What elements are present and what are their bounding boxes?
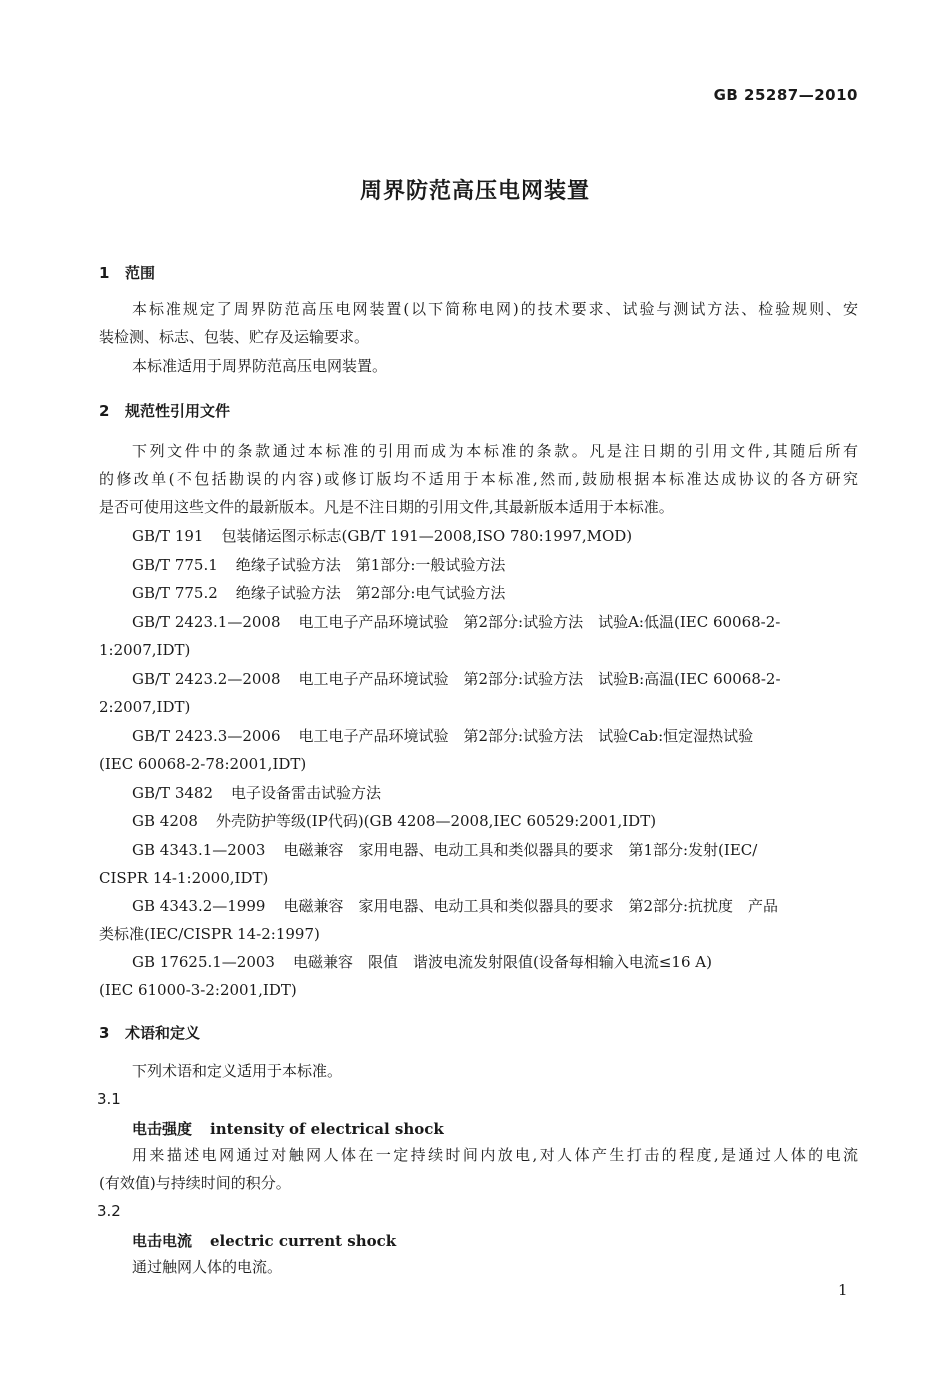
reference-code: GB/T 2423.1—2008	[132, 613, 281, 631]
term-definition-line: (有效值)与持续时间的积分。	[99, 1174, 291, 1192]
reference-title: 绝缘子试验方法 第1部分:一般试验方法	[235, 556, 506, 574]
reference-code: GB/T 775.1	[132, 556, 218, 574]
section-3-heading	[99, 1022, 200, 1043]
reference-continuation: (IEC 61000-3-2:2001,IDT)	[99, 981, 297, 999]
term-definition-line: 用来描述电网通过对触网人体在一定持续时间内放电,对人体产生打击的程度,是通过人体的电流	[132, 1146, 858, 1164]
reference-item	[132, 726, 753, 746]
page-number: 1	[838, 1281, 848, 1299]
reference-code: GB 4208	[132, 812, 198, 830]
term-number: 3.1	[97, 1090, 121, 1108]
normref-intro-line: 的修改单(不包括勘误的内容)或修订版均不适用于本标准,然而,鼓励根据本标准达成协议的各方研究	[99, 470, 858, 488]
reference-item	[132, 783, 381, 803]
term-en: intensity of electrical shock	[210, 1120, 444, 1138]
reference-title: 电工电子产品环境试验 第2部分:试验方法 试验B:高温(IEC 60068-2-	[298, 670, 781, 688]
reference-continuation: 2:2007,IDT)	[99, 698, 191, 716]
term-heading	[132, 1230, 396, 1251]
reference-title: 包装储运图示标志(GB/T 191—2008,ISO 780:1997,MOD)	[221, 527, 633, 545]
reference-item	[132, 840, 757, 860]
reference-code: GB/T 2423.2—2008	[132, 670, 281, 688]
reference-code: GB/T 191	[132, 527, 204, 545]
reference-continuation: CISPR 14-1:2000,IDT)	[99, 869, 269, 887]
term-zh: 电击电流	[132, 1232, 193, 1250]
reference-item	[132, 952, 712, 972]
section-title: 术语和定义	[125, 1024, 201, 1042]
reference-item	[132, 612, 780, 632]
reference-code: GB/T 3482	[132, 784, 214, 802]
reference-code: GB/T 2423.3—2006	[132, 727, 281, 745]
reference-code: GB 4343.2—1999	[132, 897, 266, 915]
reference-item	[132, 583, 505, 603]
reference-title: 外壳防护等级(IP代码)(GB 4208—2008,IEC 60529:2001,IDT)	[215, 812, 657, 830]
section-number: 2	[99, 402, 110, 420]
term-en: electric current shock	[210, 1232, 397, 1250]
reference-item	[132, 555, 505, 575]
reference-title: 电磁兼容 限值 谐波电流发射限值(设备每相输入电流≤16 A)	[292, 953, 712, 971]
section-number: 3	[99, 1024, 110, 1042]
reference-continuation: 1:2007,IDT)	[99, 641, 191, 659]
term-heading	[132, 1118, 444, 1139]
section-title: 规范性引用文件	[125, 402, 231, 420]
reference-code: GB 4343.1—2003	[132, 841, 266, 859]
section-2-heading	[99, 400, 230, 421]
reference-continuation: (IEC 60068-2-78:2001,IDT)	[99, 755, 307, 773]
reference-title: 电磁兼容 家用电器、电动工具和类似器具的要求 第1部分:发射(IEC/	[283, 841, 758, 859]
reference-title: 绝缘子试验方法 第2部分:电气试验方法	[235, 584, 506, 602]
reference-continuation: 类标准(IEC/CISPR 14-2:1997)	[99, 925, 320, 943]
reference-title: 电磁兼容 家用电器、电动工具和类似器具的要求 第2部分:抗扰度 产品	[283, 897, 779, 915]
reference-code: GB 17625.1—2003	[132, 953, 275, 971]
reference-item	[132, 669, 781, 689]
reference-title: 电子设备雷击试验方法	[231, 784, 382, 802]
section-number: 1	[99, 264, 110, 282]
scope-paragraph-line: 本标准规定了周界防范高压电网装置(以下简称电网)的技术要求、试验与测试方法、检验规则、安	[132, 300, 858, 318]
section-title: 范围	[125, 264, 156, 282]
document-title: 周界防范高压电网装置	[359, 179, 590, 204]
reference-code: GB/T 775.2	[132, 584, 218, 602]
reference-title: 电工电子产品环境试验 第2部分:试验方法 试验A:低温(IEC 60068-2-	[298, 613, 781, 631]
reference-title: 电工电子产品环境试验 第2部分:试验方法 试验Cab:恒定湿热试验	[298, 727, 754, 745]
terms-intro: 下列术语和定义适用于本标准。	[132, 1062, 343, 1080]
normref-intro-line: 是否可使用这些文件的最新版本。凡是不注日期的引用文件,其最新版本适用于本标准。	[99, 498, 674, 516]
section-1-heading	[99, 262, 155, 283]
reference-item	[132, 811, 656, 831]
term-zh: 电击强度	[132, 1120, 193, 1138]
scope-paragraph-line: 装检测、标志、包装、贮存及运输要求。	[99, 328, 370, 346]
normref-intro-line: 下列文件中的条款通过本标准的引用而成为本标准的条款。凡是注日期的引用文件,其随后所有	[132, 442, 858, 460]
reference-item	[132, 896, 778, 916]
reference-item	[132, 526, 632, 546]
standard-number: GB 25287—2010	[713, 86, 858, 104]
term-definition-line: 通过触网人体的电流。	[132, 1258, 283, 1276]
term-number: 3.2	[97, 1202, 121, 1220]
scope-applicability: 本标准适用于周界防范高压电网装置。	[132, 357, 388, 375]
